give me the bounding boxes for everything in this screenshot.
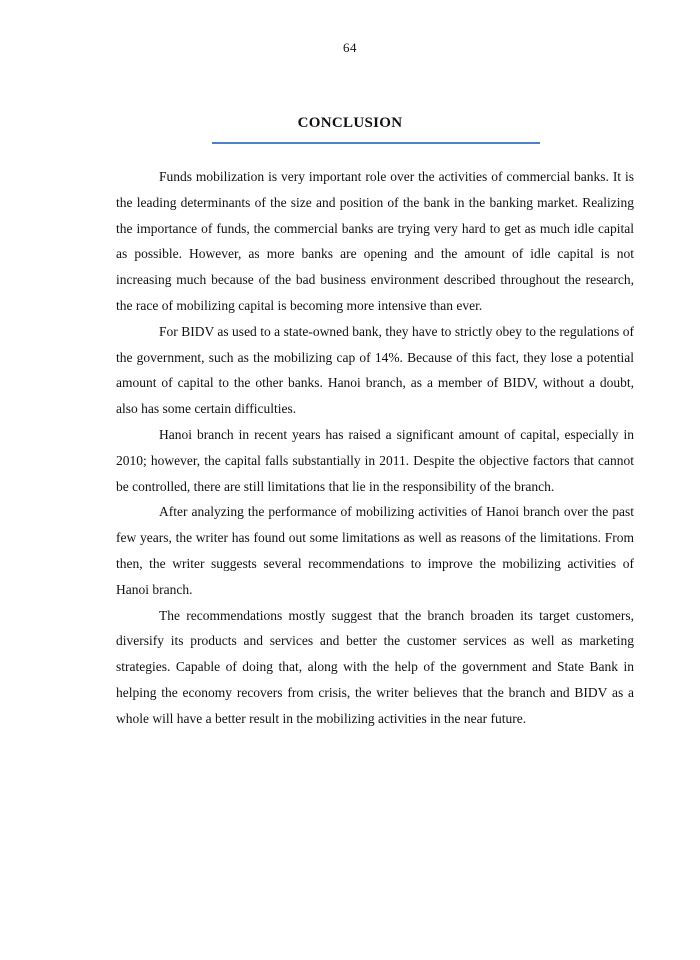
body-text [116,164,634,732]
paragraph-4: After analyzing the performance of mobilizing activities of Hanoi branch over the past few years, the writer has found out some limitations as well as reasons of the limitations. From then, the writer suggests several recommendations to improve the mobilizing activities of Hanoi branch. [116,504,634,597]
page-number: 64 [343,40,357,55]
paragraph-1: Funds mobilization is very important role over the activities of commercial banks. It is the leading determinants of the size and position of the bank in the banking market. Realizing the importance of funds, the commercial banks are trying very hard to get as much idle capital as possible. However, as more banks are opening and the amount of idle capital is not increasing much because of the bad business environment described throughout the research, the race of mobilizing capital is becoming more intensive than ever. [116,169,634,313]
paragraph-5: The recommendations mostly suggest that the branch broaden its target customers, diversify its products and services and better the customer services as well as marketing strategies. Capable of doing that, along with the help of the government and State Bank in helping the economy recovers from crisis, the writer believes that the branch and BIDV as a whole will have a better result in the mobilizing activities in the near future. [116,607,634,726]
paragraph-2: For BIDV as used to a state-owned bank, they have to strictly obey to the regulations of the government, such as the mobilizing cap of 14%. Because of this fact, they lose a potential amount of capital to the other banks. Hanoi branch, as a member of BIDV, without a doubt, also has some certain difficulties. [116,323,634,417]
title-underline [212,142,540,144]
paragraph-3: Hanoi branch in recent years has raised a significant amount of capital, especially in 2010; however, the capital falls substantially in 2011. Despite the objective factors that cannot be controlled, there are still limitations that lie in the responsibility of the branch. [116,426,634,494]
page-title: CONCLUSION [297,115,403,131]
